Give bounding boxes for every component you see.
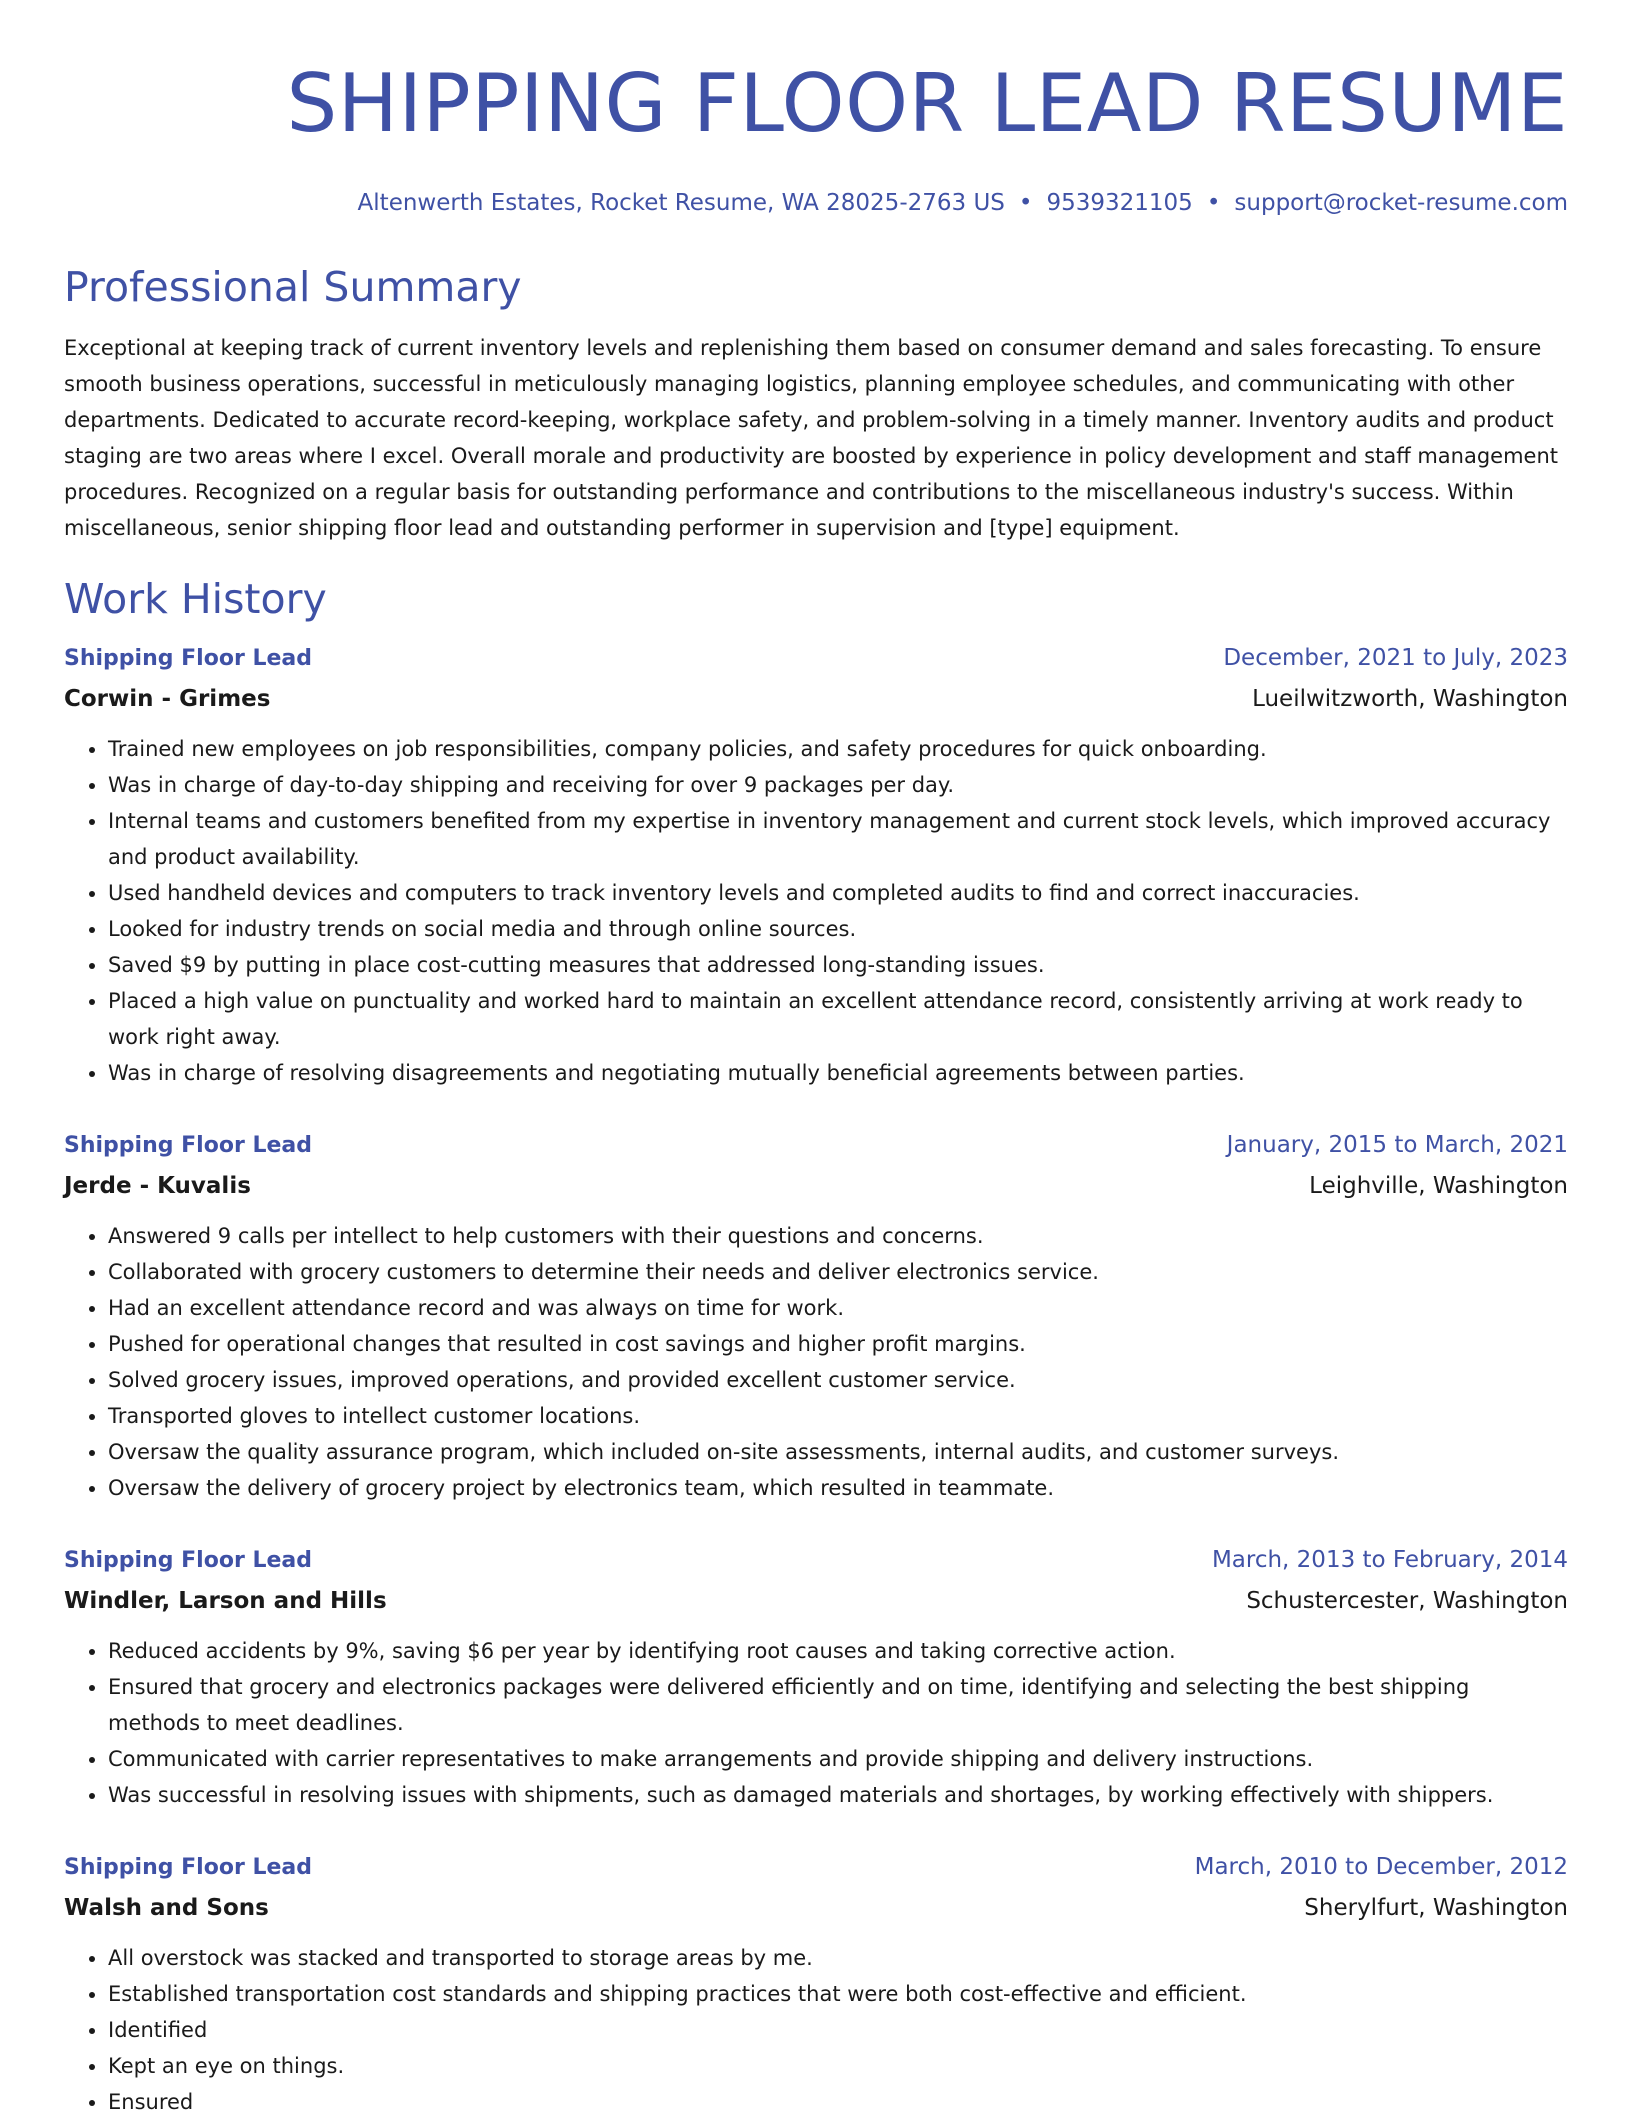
resume-title: SHIPPING FLOOR LEAD RESUME: [286, 57, 1568, 150]
job-bullet: • Was in charge of day-to-day shipping and receiving for over 9 packages per day.: [108, 767, 1568, 803]
work-history-heading: Work History: [64, 575, 327, 623]
job-bullet: • Solved grocery issues, improved operations, and provided excellent customer service.: [108, 1362, 1568, 1398]
contact-separator: •: [1206, 190, 1221, 216]
job-title: Shipping Floor Lead: [64, 1133, 312, 1158]
job-company: Walsh and Sons: [64, 1895, 269, 1921]
job-dates: March, 2010 to December, 2012: [1194, 1854, 1568, 1880]
job-bullet: • Was in charge of resolving disagreements and negotiating mutually beneficial agreements between parties.: [108, 1055, 1568, 1091]
job-location: Lueilwitzworth, Washington: [1252, 686, 1568, 712]
job-bullet: • Collaborated with grocery customers to determine their needs and deliver electronics service.: [108, 1254, 1568, 1290]
job-bullet: • Looked for industry trends on social media and through online sources.: [108, 911, 1568, 947]
job-bullet: • Oversaw the quality assurance program, which included on-site assessments, internal audits, and customer surveys.: [108, 1434, 1568, 1470]
summary-text: Exceptional at keeping track of current inventory levels and replenishing them based on consumer demand and sales forecasting. To ensure smooth business operations, successful in meticulously managing logistics, planning employee schedules, and communicating with other departments. Dedicated to accurate record-keeping, workplace safety, and problem-solving in a timely manner. Inventory audits and product staging are two areas where I excel. Overall morale and productivity are boosted by experience in policy development and staff management procedures. Recognized on a regular basis for outstanding performance and contributions to the miscellaneous industry's success. Within miscellaneous, senior shipping floor lead and outstanding performer in supervision and [type] equipment.: [64, 336, 1559, 540]
job-title-row: [64, 1847, 1568, 1888]
job-bullet: • Identified: [108, 2012, 1568, 2048]
job-bullet: • Used handheld devices and computers to track inventory levels and completed audits to find and correct inaccuracies.: [108, 875, 1568, 911]
job-bullet: • Internal teams and customers benefited from my expertise in inventory management and current stock levels, which improved accuracy and product availability.: [108, 803, 1568, 875]
job-entry: [64, 1540, 1568, 1813]
resume-header: [64, 0, 1568, 218]
job-bullet: • Transported gloves to intellect customer locations.: [108, 1398, 1568, 1434]
job-company: Corwin - Grimes: [64, 686, 271, 712]
job-location: Schustercester, Washington: [1246, 1588, 1568, 1614]
job-bullet: • Pushed for operational changes that resulted in cost savings and higher profit margins.: [108, 1326, 1568, 1362]
job-bullet: • Trained new employees on job responsibilities, company policies, and safety procedures for quick onboarding.: [108, 731, 1568, 767]
job-dates: December, 2021 to July, 2023: [1223, 645, 1568, 671]
contact-separator: •: [1018, 190, 1033, 216]
job-bullet: • Kept an eye on things.: [108, 2048, 1568, 2084]
job-title-row: [64, 1125, 1568, 1166]
job-bullet: • Answered 9 calls per intellect to help customers with their questions and concerns.: [108, 1218, 1568, 1254]
job-bullet: • Reduced accidents by 9%, saving $6 per year by identifying root causes and taking corrective action.: [108, 1633, 1568, 1669]
work-history-list: [64, 638, 1568, 2112]
job-bullet: • Established transportation cost standards and shipping practices that were both cost-effective and efficient.: [108, 1976, 1568, 2012]
job-bullet: • Oversaw the delivery of grocery project by electronics team, which resulted in teammate.: [108, 1470, 1568, 1506]
job-bullet: • Saved $9 by putting in place cost-cutting measures that addressed long-standing issues.: [108, 947, 1568, 983]
job-bullet-list: [64, 1633, 1568, 1813]
job-dates: January, 2015 to March, 2021: [1226, 1132, 1568, 1158]
job-company: Windler, Larson and Hills: [64, 1588, 387, 1614]
job-bullet: • Had an excellent attendance record and was always on time for work.: [108, 1290, 1568, 1326]
contact-address: Altenwerth Estates, Rocket Resume, WA 28025-2763 US: [357, 190, 1005, 216]
job-dates: March, 2013 to February, 2014: [1211, 1547, 1568, 1573]
job-title-row: [64, 1540, 1568, 1581]
job-title: Shipping Floor Lead: [64, 1855, 312, 1880]
job-company: Jerde - Kuvalis: [64, 1173, 251, 1199]
job-title: Shipping Floor Lead: [64, 646, 312, 671]
contact-phone: 9539321105: [1046, 190, 1193, 216]
job-location: Sherylfurt, Washington: [1304, 1895, 1568, 1921]
job-bullet: • All overstock was stacked and transported to storage areas by me.: [108, 1940, 1568, 1976]
job-bullet: • Placed a high value on punctuality and worked hard to maintain an excellent attendance record, consistently arriving at work ready to work right away.: [108, 983, 1568, 1055]
contact-line: [64, 188, 1568, 218]
job-company-row: [64, 1888, 1568, 1928]
summary-heading: Professional Summary: [64, 263, 522, 311]
job-company-row: [64, 1166, 1568, 1206]
contact-email: support@rocket-resume.com: [1234, 190, 1568, 216]
job-title-row: [64, 638, 1568, 679]
job-bullet: • Ensured: [108, 2084, 1568, 2112]
job-bullet: • Was successful in resolving issues with shipments, such as damaged materials and shortages, by working effectively with shippers.: [108, 1777, 1568, 1813]
job-bullet: • Ensured that grocery and electronics packages were delivered efficiently and on time, identifying and selecting the best shipping methods to meet deadlines.: [108, 1669, 1568, 1741]
job-entry: [64, 638, 1568, 1091]
job-bullet: • Communicated with carrier representatives to make arrangements and provide shipping and delivery instructions.: [108, 1741, 1568, 1777]
job-bullet-list: [64, 1218, 1568, 1506]
job-bullet-list: [64, 1940, 1568, 2112]
job-company-row: [64, 679, 1568, 719]
job-bullet-list: [64, 731, 1568, 1091]
job-company-row: [64, 1581, 1568, 1621]
job-location: Leighville, Washington: [1309, 1173, 1568, 1199]
job-entry: [64, 1847, 1568, 2112]
job-entry: [64, 1125, 1568, 1506]
job-title: Shipping Floor Lead: [64, 1548, 312, 1573]
